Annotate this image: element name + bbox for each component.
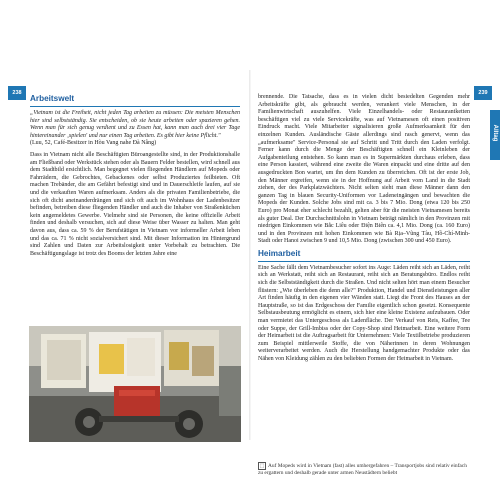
book-gutter	[249, 70, 251, 440]
section-heading-heimarbeit: Heimarbeit	[258, 248, 301, 258]
chapter-side-tab-label: Alltag	[492, 124, 498, 142]
scooter-goods-photo	[29, 326, 241, 442]
quote-source: (Luu, 52, Café-Besitzer in Hòu Vang nahe Đà Nẵng)	[30, 140, 157, 147]
photo-caption	[258, 462, 470, 477]
intro-quote: „Vietnam ist die Freiheit, nicht jeden Tag arbeiten zu müssen: Die meisten Menschen hier sind selbstständig. Sie entscheiden, ob sie heute arbeiten oder spazieren gehen. Wenn man für sich genug verdient und zu Essen hat, kann man auch drei vier Tage hintereinander ‚spielen' und nur einen Tag arbeiten. Es gibt hier keine Pflicht."	[30, 110, 240, 139]
page-number-left: 238	[8, 86, 26, 100]
right-body-text-2: Eine Sache fällt dem Vietnambesucher sofort ins Auge: Läden reiht sich an Läden, reiht sich an Werkstatt, reiht sich an Restaurant, reiht sich an Beratungsbüro. Endlos reiht sich die Selbstständigkeit durch die Straßen. Und nicht selten hört man einem Besucher flüstern: „Wie überleben die denn alle?" Produktion, Handel und Dienstleistungen aller Art finden häufig in den eigenen vier Wänden statt. Liegt die Front des Hauses an der Hauptstraße, so ist das Erdgeschoss der Familie eigentlich schon gesetzt. Konsequente Selbstausbeutung ermöglicht es einem, sich hier eine kleine Existenz aufzubauen. Oder man vermietet das Untergeschoss als Ladenfläche. Der Verkauf von Reis, Kaffee, Tee oder Suppe, der Grill-Imbiss oder der Copy-Shop sind Heimarbeit. Eine weitere Form der Heimarbeit ist die Auftragsarbeit für Unternehmen: Viele Textilbetriebe produzieren zum Beispiel mittlerweile Stoffe, die von Näherinnen in deren Wohnungen weiterverarbeitet werden. Auch die Herstellung handgemachter Produkte oder das Nähen von Kleidung zählen zu den beliebten Formen der Heimarbeit in Vietnam.	[258, 264, 470, 362]
left-body-text: Dass in Vietnam nicht alle Beschäftigten Büroangestellte sind, in der Produktionshalle am Fließband oder Werkstück stehen oder als Bauern Felder bestellen, wird schnell aus dem Stadtbild ersichtlich. Man begegnet vielen fliegenden Händlern auf Mopeds oder Fahrrädern, die Gebrochtes, Gebackenes oder selbst Produziertes feilbieten. Oft machen Trebänder, die am Gefährt befestigt sind und in Dauerschleife laufen, auf sie und die verkauften Waren aufmerksam. Anders als die privaten Familienbetriebe, die sich oft dicht aneinanderdrängen und sich oft auch im Wohnhaus der Ladenbesitzer befinden, betreiben diese fliegenden Händler und auch die Inhaber von Straßenküchen kein angemeldetes Gewerbe. Vielmehr sind sie Personen, die keine offizielle Arbeit finden und deshalb versuchen, sich auf diese Weise über Wasser zu halten. Man geht davon aus, dass ca. 59 % der Berufstätigen in Vietnam vor informeller Arbeit leben und das ca. 71 % nicht sozialversichert sind. Mit dieser Information im Hintergrund sind Zahlen und Daten zur Arbeitslosigkeit unter Vorbehalt zu betrachten. Die Beschäftigungslage ist trotz des Booms der letzten Jahre eine	[30, 151, 240, 257]
heading-rule	[30, 106, 240, 107]
left-page-column	[30, 94, 240, 261]
right-body-text-1: brennende. Die Tatsache, dass es in vielen dicht besiedelten Gegenden mehr Arbeitskräfte gibt, als gebraucht werden, verankert viele Menschen, in der Familienwirtschaft auszuhelfen. Viele Einzelhandels- oder Restaurantketten beschäftigen viel zu viele Servicekräfte, was auf Vietnamesen oft einen positiven Eindruck macht. Viele Mitarbeiter signalisieren große Aufmerksamkeit für den einzelnen Kunden. Ausländische Gäste allerdings sind rasch genervt, wenn das „aufmerksame" Service-Personal sie auf Schritt und Tritt durch den Laden verfolgt. Ferner kann durch die Menge der Beschäftigten schnell ein Kleinleben der Aufgabenteilung entstehen. So kann man es in Supermärkten durchaus erleben, dass eine Person kassiert, während eine zweite die Waren einpackt und eine dritte auf den ausgedruckten Bon wartet, um ihn dem Kunden zu überreichen. Oft ist der erste Job, den Männer ergreifen, wenn sie in der Hoffnung auf Arbeit vom Land in die Stadt ziehen, der des Parkplatzwächters. Nicht selten sieht man diese Männer dann den ganzen Tag in blauen Security-Uniformen vor Ladeneingängen und bewachten die Mopeds der Kunden. Solche Jobs sind mit ca. 3 bis 7 Mio. Dong (etwa 120 bis 250 Euro) pro Monat eher schlecht bezahlt, gelten aber für die meisten Vietnamesen bereits als guter Deal. Der Durchschnittslohn in Vietnam beträgt nämlich in den Provinzen mit niedrigen Einkommen wie Bắc Liêu oder Điện Biên ca. 4,1 Mio. Dong (ca. 160 Euro) und in den Provinzen mit hohen Einkommen wie Bà Rịa–Vũng Tàu, Hồ-Chí-Minh-Stadt oder Hanoi zwischen 9 und 10,5 Mio. Dong (zwischen 300 und 450 Euro).	[258, 94, 470, 245]
heading-rule-2	[258, 261, 470, 262]
section-heading-arbeitswelt: Arbeitswelt	[30, 94, 75, 103]
photo-illustration	[29, 326, 241, 442]
photo-reference-icon: ⬚	[259, 463, 265, 469]
chapter-side-tab	[490, 110, 500, 160]
page-number-right: 239	[474, 86, 492, 100]
right-page-column	[258, 94, 470, 367]
photo-caption-text: Auf Mopeds wird in Vietnam (fast) alles umhergefahren – Transportjobs sind relativ einfach zu ergattern und deshalb gerade unter armen Neustädtern beliebt	[258, 463, 467, 476]
